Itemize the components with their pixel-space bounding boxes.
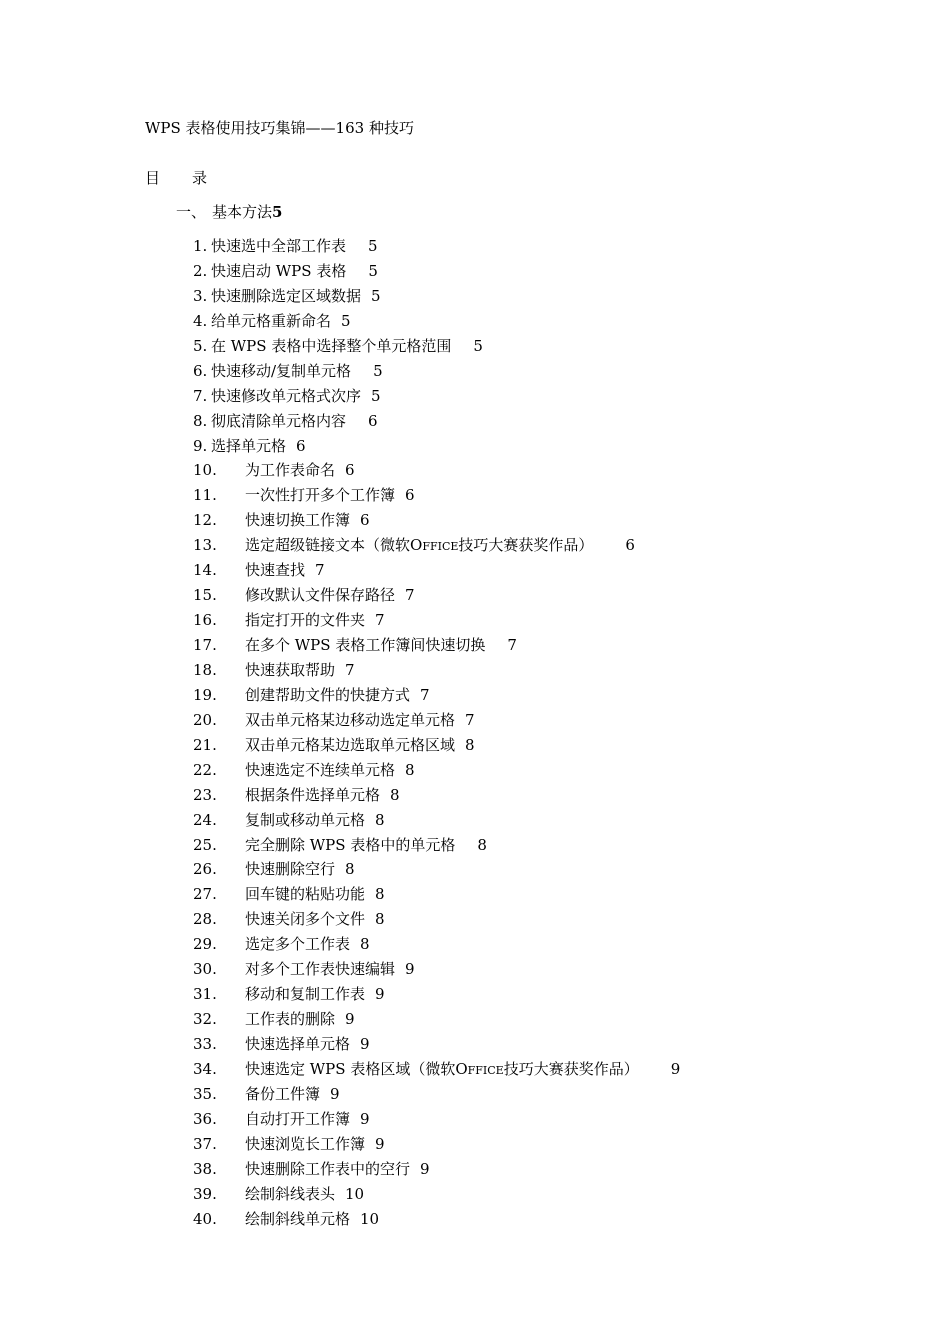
toc-entry-number: 22. — [193, 760, 217, 779]
toc-entry[interactable] — [193, 409, 680, 434]
toc-entry-page-number: 6 — [296, 436, 306, 455]
toc-entry-page-number: 8 — [390, 785, 400, 804]
toc-entry[interactable] — [193, 309, 680, 334]
toc-entry[interactable] — [193, 483, 680, 508]
toc-entry-title: 移动和复制工作表 — [245, 985, 366, 1004]
toc-entry[interactable] — [193, 458, 680, 483]
toc-entry-page-number: 7 — [375, 611, 385, 630]
section-number: 一、 — [176, 203, 207, 221]
toc-entry[interactable] — [193, 1207, 680, 1232]
toc-entry[interactable] — [193, 907, 680, 932]
toc-entry-number: 38. — [193, 1159, 217, 1178]
toc-entry-page-number: 6 — [345, 461, 355, 480]
toc-entry-title: 一次性打开多个工作簿 — [245, 486, 396, 505]
toc-entry-number: 36. — [193, 1109, 217, 1128]
toc-entry-number: 32. — [193, 1010, 217, 1029]
toc-entry[interactable] — [193, 259, 680, 284]
toc-entry-number: 40. — [193, 1209, 217, 1228]
toc-entry-number: 35. — [193, 1084, 217, 1103]
toc-entry[interactable] — [193, 234, 680, 259]
toc-entry-number: 2. — [193, 261, 208, 280]
toc-entry-title: 快速查找 — [245, 561, 306, 580]
toc-entry-number: 7. — [193, 386, 208, 405]
toc-entry-page-number: 9 — [375, 1134, 385, 1153]
toc-entry-page-number: 7 — [345, 660, 355, 679]
toc-entry-page-number: 9 — [670, 1059, 681, 1078]
toc-entry-number: 30. — [193, 960, 217, 979]
toc-entry-title: 快速浏览长工作簿 — [245, 1134, 366, 1153]
toc-entry-title: 为工作表命名 — [245, 461, 336, 480]
toc-entry[interactable] — [193, 982, 680, 1007]
toc-entry-number: 25. — [193, 835, 217, 854]
toc-entry-title: 回车键的粘贴功能 — [245, 885, 366, 904]
toc-entry-title: 复制或移动单元格 — [245, 810, 366, 829]
toc-entry-title: 快速修改单元格式次序 — [211, 386, 362, 405]
toc-entry-page-number: 7 — [315, 561, 325, 580]
toc-entry-number: 18. — [193, 660, 217, 679]
toc-entry-page-number: 7 — [420, 685, 430, 704]
toc-entry-title: 快速选中全部工作表 — [211, 237, 347, 255]
toc-entry-title: 快速选择单元格 — [245, 1035, 351, 1053]
toc-entry-title: 彻底清除单元格内容 — [211, 411, 347, 430]
toc-entry[interactable] — [193, 508, 680, 533]
toc-entry-office-word: OFFICE — [455, 1059, 504, 1078]
toc-entry[interactable] — [193, 733, 680, 758]
toc-entry-number: 3. — [193, 286, 208, 305]
toc-entry-title: 在 WPS 表格中选择整个单元格范围 — [211, 336, 452, 355]
toc-entry-page-number: 8 — [360, 935, 370, 954]
toc-entry-title: 给单元格重新命名 — [211, 311, 332, 330]
toc-entry[interactable] — [193, 1157, 680, 1182]
toc-entry[interactable] — [193, 808, 680, 833]
toc-entry-page-number: 9 — [360, 1109, 370, 1128]
toc-entry[interactable] — [193, 1132, 680, 1157]
toc-entry-number: 39. — [193, 1184, 217, 1203]
toc-entry-title: 快速删除空行 — [245, 860, 336, 879]
toc-entry-title: 对多个工作表快速编辑 — [245, 960, 396, 979]
toc-entry[interactable] — [193, 882, 680, 907]
toc-entry[interactable] — [193, 533, 680, 558]
toc-entry-title: 在多个 WPS 表格工作簿间快速切换 — [245, 636, 486, 654]
toc-entry-page-number: 9 — [375, 985, 385, 1004]
toc-entry-page-number: 8 — [345, 860, 355, 879]
toc-entry-title: 完全删除 WPS 表格中的单元格 — [245, 835, 456, 854]
toc-entry-title: 快速移动/复制单元格 — [211, 361, 352, 380]
toc-entry-office-word: OFFICE — [410, 536, 459, 555]
toc-entry[interactable] — [193, 359, 680, 384]
toc-entry-page-number: 8 — [375, 810, 385, 829]
toc-entry-title: 双击单元格某边移动选定单元格 — [245, 710, 456, 729]
toc-entry-title: 双击单元格某边选取单元格区域 — [245, 735, 456, 754]
toc-entry-title: 快速启动 WPS 表格 — [211, 261, 347, 280]
toc-entry[interactable] — [193, 334, 680, 359]
toc-entry-page-number: 9 — [420, 1159, 430, 1178]
toc-entry[interactable] — [193, 783, 680, 808]
toc-entry-page-number: 9 — [345, 1010, 355, 1029]
toc-entry-title: 快速选定 WPS 表格区域（微软 — [245, 1059, 456, 1078]
toc-entry-title-suffix: 技巧大赛获奖作品） — [503, 1059, 639, 1078]
toc-entry-number: 10. — [193, 461, 217, 480]
toc-entry[interactable] — [193, 1182, 680, 1207]
toc-entry-page-number: 9 — [405, 960, 415, 979]
toc-entry[interactable] — [193, 608, 680, 633]
toc-entry-number: 34. — [193, 1059, 217, 1078]
toc-entry-number: 26. — [193, 860, 217, 879]
section-title: 基本方法 — [212, 203, 273, 221]
toc-entry-title: 快速切换工作簿 — [245, 511, 351, 530]
toc-entry-title: 选定超级链接文本（微软 — [245, 536, 411, 555]
toc-entry-number: 27. — [193, 885, 217, 904]
toc-entry-title: 根据条件选择单元格 — [245, 785, 381, 804]
toc-entry-page-number: 9 — [360, 1035, 370, 1053]
toc-entry[interactable] — [193, 957, 680, 982]
toc-entry-page-number: 8 — [465, 735, 475, 754]
toc-entry-page-number: 6 — [368, 411, 378, 430]
toc-entry-number: 17. — [193, 636, 217, 654]
toc-entry-page-number: 10 — [345, 1184, 365, 1203]
toc-entry-title: 选择单元格 — [211, 436, 287, 455]
toc-entry-page-number: 7 — [507, 636, 517, 654]
toc-entry-title: 快速删除选定区域数据 — [211, 286, 362, 305]
toc-entry-number: 29. — [193, 935, 217, 954]
toc-entry-page-number: 8 — [477, 835, 487, 854]
toc-entry-title-suffix: 技巧大赛获奖作品） — [458, 536, 594, 555]
toc-entry-number: 1. — [193, 237, 208, 255]
toc-entry-number: 11. — [193, 486, 217, 505]
toc-entry[interactable] — [193, 1107, 680, 1132]
toc-entry-title: 绘制斜线单元格 — [245, 1209, 351, 1228]
toc-entry-page-number: 6 — [405, 486, 415, 505]
toc-entry-page-number: 5 — [341, 311, 351, 330]
toc-entry[interactable] — [193, 932, 680, 957]
toc-entry-number: 9. — [193, 436, 208, 455]
toc-entry-page-number: 5 — [371, 286, 381, 305]
toc-entry[interactable] — [193, 1082, 680, 1107]
toc-entry[interactable] — [193, 708, 680, 733]
toc-heading — [145, 166, 207, 190]
toc-entry-page-number: 8 — [375, 910, 385, 929]
toc-entry-page-number: 9 — [330, 1084, 340, 1103]
toc-entry-number: 13. — [193, 536, 217, 555]
toc-entry-page-number: 5 — [368, 261, 378, 280]
toc-entry-title: 修改默认文件保存路径 — [245, 586, 396, 605]
toc-entry-title: 绘制斜线表头 — [245, 1184, 336, 1203]
toc-entry-number: 24. — [193, 810, 217, 829]
toc-entry-page-number: 5 — [373, 361, 383, 380]
toc-entry-number: 20. — [193, 710, 217, 729]
toc-entry-title: 快速关闭多个文件 — [245, 910, 366, 929]
toc-entry-number: 4. — [193, 311, 208, 330]
toc-entry-number: 37. — [193, 1134, 217, 1153]
toc-entry-page-number: 6 — [360, 511, 370, 530]
toc-entry[interactable] — [193, 633, 680, 658]
toc-entry-title: 快速选定不连续单元格 — [245, 760, 396, 779]
toc-entry-number: 28. — [193, 910, 217, 929]
toc-entry[interactable] — [193, 833, 680, 858]
toc-entry-title: 指定打开的文件夹 — [245, 611, 366, 630]
toc-entry-title: 自动打开工作簿 — [245, 1109, 351, 1128]
toc-entry[interactable] — [193, 1007, 680, 1032]
toc-entry[interactable] — [193, 658, 680, 683]
toc-entry-number: 19. — [193, 685, 217, 704]
toc-entry-title: 创建帮助文件的快捷方式 — [245, 685, 411, 704]
toc-list — [193, 234, 680, 1232]
toc-entry[interactable] — [193, 434, 680, 459]
toc-entry-page-number: 7 — [405, 586, 415, 605]
toc-entry[interactable] — [193, 683, 680, 708]
toc-entry-number: 12. — [193, 511, 217, 530]
toc-entry-page-number: 6 — [625, 536, 635, 555]
toc-entry-number: 8. — [193, 411, 208, 430]
toc-heading-left: 目 — [145, 169, 161, 187]
toc-entry-number: 6. — [193, 361, 208, 380]
toc-entry-number: 23. — [193, 785, 217, 804]
toc-entry-number: 5. — [193, 336, 208, 355]
toc-entry-page-number: 5 — [368, 237, 378, 255]
toc-entry-page-number: 8 — [375, 885, 385, 904]
toc-entry[interactable] — [193, 1057, 680, 1082]
toc-entry-page-number: 8 — [405, 760, 415, 779]
toc-entry-page-number: 5 — [473, 336, 483, 355]
toc-entry[interactable] — [193, 583, 680, 608]
toc-heading-right: 录 — [192, 169, 208, 187]
toc-entry-number: 15. — [193, 586, 217, 605]
toc-entry[interactable] — [193, 558, 680, 583]
toc-entry-page-number: 7 — [465, 710, 475, 729]
document-title: WPS 表格使用技巧集锦——163 种技巧 — [145, 119, 414, 137]
toc-entry[interactable] — [193, 384, 680, 409]
toc-entry-title: 快速获取帮助 — [245, 660, 336, 679]
toc-entry-title: 工作表的删除 — [245, 1010, 336, 1029]
toc-entry-number: 31. — [193, 985, 217, 1004]
toc-entry-number: 21. — [193, 735, 217, 754]
toc-entry[interactable] — [193, 1032, 680, 1057]
toc-entry-title: 选定多个工作表 — [245, 935, 351, 954]
toc-entry-page-number: 5 — [371, 386, 381, 405]
toc-entry-number: 16. — [193, 611, 217, 630]
toc-entry-page-number: 10 — [360, 1209, 380, 1228]
section-page-number: 5 — [272, 203, 283, 221]
toc-entry-title: 快速删除工作表中的空行 — [245, 1159, 411, 1178]
toc-entry-title: 备份工件簿 — [245, 1084, 321, 1103]
toc-section-heading[interactable] — [176, 200, 282, 224]
toc-entry[interactable] — [193, 758, 680, 783]
toc-entry[interactable] — [193, 284, 680, 309]
toc-entry[interactable] — [193, 857, 680, 882]
toc-entry-number: 14. — [193, 561, 217, 580]
toc-entry-number: 33. — [193, 1035, 217, 1053]
